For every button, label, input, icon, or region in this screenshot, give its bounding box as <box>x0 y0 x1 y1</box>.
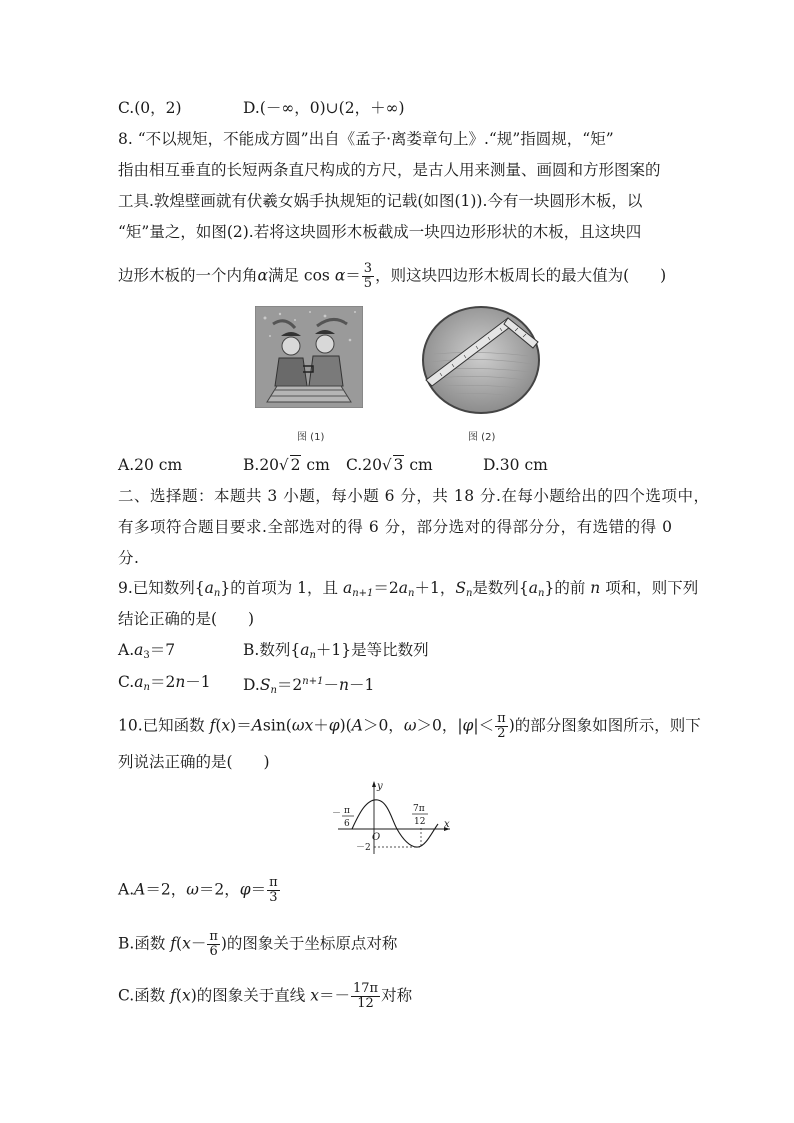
x-axis-label: x <box>444 819 450 830</box>
section2-line2: 有多项符合题目要求.全部选对的得 6 分，部分选对的得部分分，有选错的得 0 <box>118 518 673 536</box>
q8-option-d: D.30 cm <box>483 456 548 474</box>
q9-option-c: $C.a_n=2n-1$ <box>118 673 211 693</box>
q10-line1: 10.已知函数 f(x)＝Asin(ωx＋φ)(A＞0，ω＞0，|φ|＜ $\frac{\pi}{2}$ )的部分图象如图所示，则下 <box>118 711 701 741</box>
q7-option-c: C.(0，2) <box>118 99 182 117</box>
fraction-3-5: $\frac{3}{5}$ <box>363 261 373 291</box>
q8-option-a: A.20 cm <box>118 456 183 474</box>
fraction-pi-2: $\frac{\pi}{2}$ <box>497 711 506 741</box>
q10-sine-graph <box>330 776 460 856</box>
q10-line2: 列说法正确的是( ) <box>118 753 270 771</box>
q8-option-b: B.20√ 2 cm <box>243 456 330 474</box>
q8-line3: 工具.敦煌壁画就有伏羲女娲手执规矩的记载(如图(1)).今有一块圆形木板，以 <box>118 192 643 210</box>
q9-line1: 9.已知数列$\{a_n\}$的首项为 1，且 $a_{n+1}=2a_n+1$，$S_n$是数列$\{a_n\}$的前 n 项和，则下列 <box>118 579 699 599</box>
q10-option-a: A.A＝2，ω＝2，φ＝ $\frac{\pi}{3}$ <box>118 875 278 905</box>
left-minus: － <box>332 809 342 819</box>
q8-line1: 8. “不以规矩，不能成方圆”出自《孟子·离娄章句上》.“规”指圆规，“矩” <box>118 130 614 148</box>
right-tick-num: 7π <box>413 804 425 814</box>
q10-option-c: C.函数 f(x)的图象关于直线 x＝－ $\frac{17\pi}{12}$ 对称 <box>118 981 413 1011</box>
q9-line2: 结论正确的是( ) <box>118 610 255 628</box>
y-axis-arrow <box>372 781 376 787</box>
neg2-label: －2 <box>356 843 371 853</box>
q10-option-b: B.函数 f(x－ $\frac{\pi}{6}$ )的图象关于坐标原点对称 <box>118 929 398 959</box>
q9-option-d: $D.S_n=2^{n+1}-n-1$ <box>243 676 375 696</box>
q8-option-c: C.20√ 3 cm <box>346 456 433 474</box>
fraction-pi-3: $\frac{\pi}{3}$ <box>269 875 278 905</box>
fig1-mural-image <box>255 306 363 408</box>
fig1-caption: 图 (1) <box>297 432 325 443</box>
left-tick-den: 6 <box>344 819 350 829</box>
y-axis-label: y <box>377 781 383 792</box>
fraction-pi-6: $\frac{\pi}{6}$ <box>209 929 218 959</box>
q7-option-d: D.(－∞，0)∪(2，＋∞) <box>243 99 405 117</box>
section2-line3: 分. <box>118 549 140 567</box>
left-tick-num: π <box>344 806 350 816</box>
section2-line1: 二、选择题：本题共 3 小题，每小题 6 分，共 18 分.在每小题给出的四个选项中， <box>118 487 710 505</box>
q9-option-b: B.数列$\{a_n+1\}$是等比数列 <box>243 641 429 661</box>
right-tick-den: 12 <box>414 817 426 827</box>
q8-line4: “矩”量之，如图(2).若将这块圆形木板截成一块四边形形状的木板，且这块四 <box>118 223 642 241</box>
q8-line5: 边形木板的一个内角α满足 cos α＝ $\frac{3}{5}$ ，则这块四边形木板周长的最大值为( ) <box>118 261 667 291</box>
origin-label: O <box>372 832 381 843</box>
fig2-round-board-image <box>420 304 542 416</box>
fraction-17pi-12: $\frac{17\pi}{12}$ <box>352 981 379 1011</box>
fig2-caption: 图 (2) <box>468 432 496 443</box>
q9-option-a: $A.a_3=7$ <box>118 641 176 661</box>
q8-line2: 指由相互垂直的长短两条直尺构成的方尺，是古人用来测量、画圆和方形图案的 <box>118 161 661 179</box>
